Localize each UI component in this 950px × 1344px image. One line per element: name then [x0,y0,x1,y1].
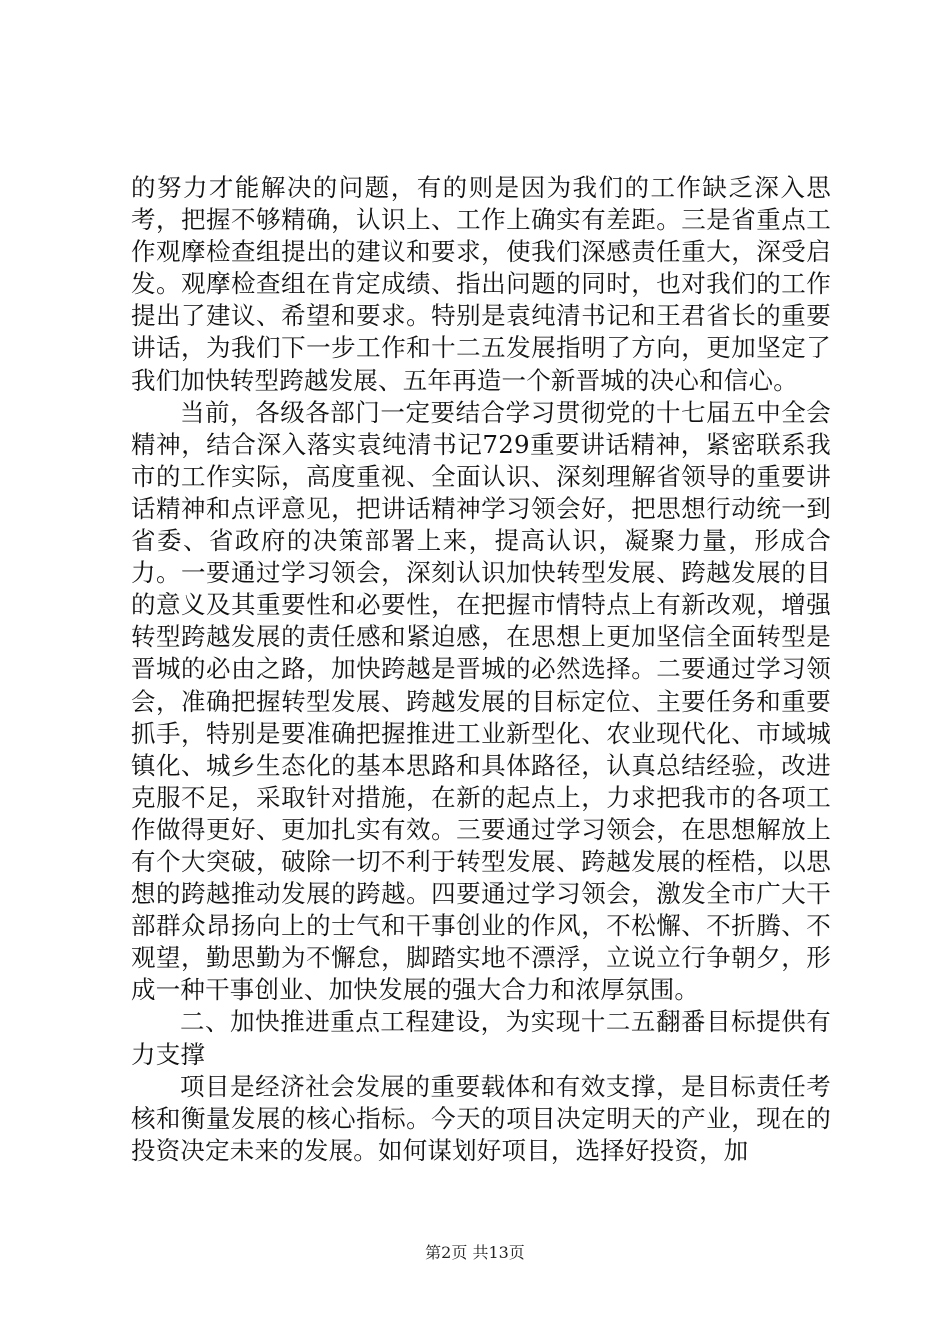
document-body [131,172,831,1167]
page-number-footer: 第2页 共13页 [425,1243,525,1262]
section-heading-key-projects: 二、加快推进重点工程建设，为实现十二五翻番目标提供有力支撑 [131,1007,831,1069]
paragraph-projects: 项目是经济社会发展的重要载体和有效支撑，是目标责任考核和衡量发展的核心指标。今天的项目决定明天的产业，现在的投资决定未来的发展。如何谋划好项目，选择好投资，加 [131,1071,831,1165]
paragraph-continuation: 的努力才能解决的问题，有的则是因为我们的工作缺乏深入思考，把握不够精确，认识上、工作上确实有差距。三是省重点工作观摩检查组提出的建议和要求，使我们深感责任重大，深受启发。观摩检查组在肯定成绩、指出问题的同时，也对我们的工作提出了建议、希望和要求。特别是袁纯清书记和王君省长的重要讲话，为我们下一步工作和十二五发展指明了方向，更加坚定了我们加快转型跨越发展、五年再造一个新晋城的决心和信心。 [131,173,831,395]
paragraph-study-requirements: 当前，各级各部门一定要结合学习贯彻党的十七届五中全会精神，结合深入落实袁纯清书记729重要讲话精神，紧密联系我市的工作实际，高度重视、全面认识、深刻理解省领导的重要讲话精神和点评意见，把讲话精神学习领会好，把思想行动统一到省委、省政府的决策部署上来，提高认识，凝聚力量，形成合力。一要通过学习领会，深刻认识加快转型发展、跨越发展的目的意义及其重要性和必要性，在把握市情特点上有新改观，增强转型跨越发展的责任感和紧迫感，在思想上更加坚信全面转型是晋城的必由之路，加快跨越是晋城的必然选择。二要通过学习领会，准确把握转型发展、跨越发展的目标定位、主要任务和重要抓手，特别是要准确把握推进工业新型化、农业现代化、市域城镇化、城乡生态化的基本思路和具体路径，认真总结经验，改进克服不足，采取针对措施，在新的起点上，力求把我市的各项工作做得更好、更加扎实有效。三要通过学习领会，在思想解放上有个大突破，破除一切不利于转型发展、跨越发展的桎梏，以思想的跨越推动发展的跨越。四要通过学习领会，激发全市广大干部群众昂扬向上的士气和干事创业的作风，不松懈、不折腾、不观望，勤思勤为不懈怠，脚踏实地不漂浮，立说立行争朝夕，形成一种干事创业、加快发展的强大合力和浓厚氛围。 [131,397,831,1005]
